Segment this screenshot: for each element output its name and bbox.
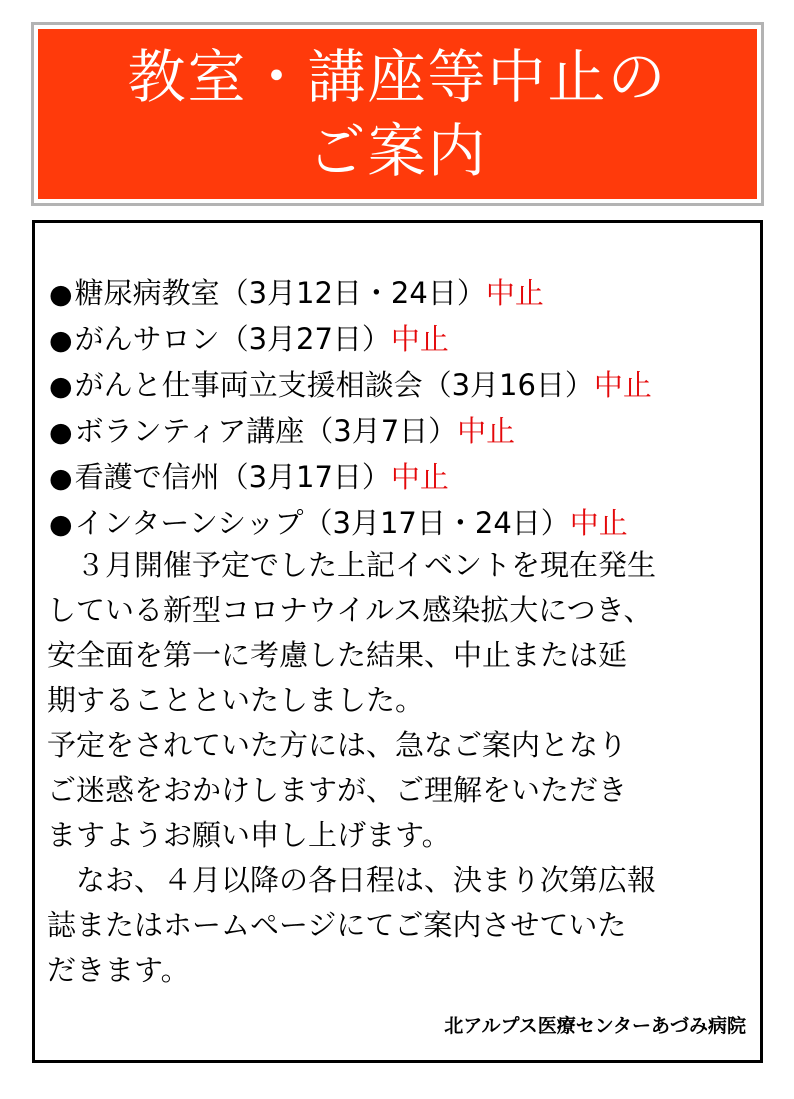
event-list xyxy=(49,271,652,547)
bullet-icon: ● xyxy=(49,417,73,448)
cancel-label: 中止 xyxy=(390,322,449,356)
title-line-2: ご案内 xyxy=(307,117,488,185)
notice-line: 安全面を第一に考慮した結果、中止または延 xyxy=(47,638,628,672)
cancel-label: 中止 xyxy=(569,506,628,540)
notice-line: なお、４月以降の各日程は、決まり次第広報 xyxy=(47,863,657,897)
event-item xyxy=(49,501,652,547)
bullet-icon: ● xyxy=(49,509,73,540)
event-item xyxy=(49,271,652,317)
event-name: 糖尿病教室（3月12日・24日） xyxy=(74,276,486,310)
cancel-label: 中止 xyxy=(593,368,652,402)
bullet-icon: ● xyxy=(49,279,73,310)
event-name: がんサロン（3月27日） xyxy=(74,322,391,356)
cancel-label: 中止 xyxy=(390,460,449,494)
cancel-label: 中止 xyxy=(485,276,544,310)
hospital-name: 北アルプス医療センターあづみ病院 xyxy=(444,1015,746,1037)
notice-line: 誌またはホームページにてご案内させていた xyxy=(47,908,627,942)
title-line-1: 教室・講座等中止の xyxy=(127,43,668,111)
bullet-icon: ● xyxy=(49,325,73,356)
event-name: 看護で信州（3月17日） xyxy=(74,460,391,494)
notice-line: 期することといたしました。 xyxy=(47,683,425,717)
title-banner xyxy=(38,29,757,199)
title-banner-frame xyxy=(31,22,764,206)
notice-line: ご迷惑をおかけしますが、ご理解をいただき xyxy=(47,773,628,807)
bullet-icon: ● xyxy=(49,371,73,402)
event-name: インターンシップ（3月17日・24日） xyxy=(74,506,570,540)
event-item xyxy=(49,455,652,501)
event-item xyxy=(49,317,652,363)
cancel-label: 中止 xyxy=(457,414,516,448)
bullet-icon: ● xyxy=(49,463,73,494)
notice-line: ３月開催予定でした上記イベントを現在発生 xyxy=(47,548,657,582)
event-name: ボランティア講座（3月7日） xyxy=(74,414,458,448)
event-item xyxy=(49,409,652,455)
event-item xyxy=(49,363,652,409)
notice-line: ますようお願い申し上げます。 xyxy=(47,818,451,852)
notice-line: 予定をされていた方には、急なご案内となり xyxy=(47,728,628,762)
notice-body xyxy=(32,220,763,1063)
notice-line: だきます。 xyxy=(47,953,190,987)
notice-text xyxy=(47,543,747,993)
event-name: がんと仕事両立支援相談会（3月16日） xyxy=(74,368,594,402)
notice-line: している新型コロナウイルス感染拡大につき、 xyxy=(47,593,653,627)
